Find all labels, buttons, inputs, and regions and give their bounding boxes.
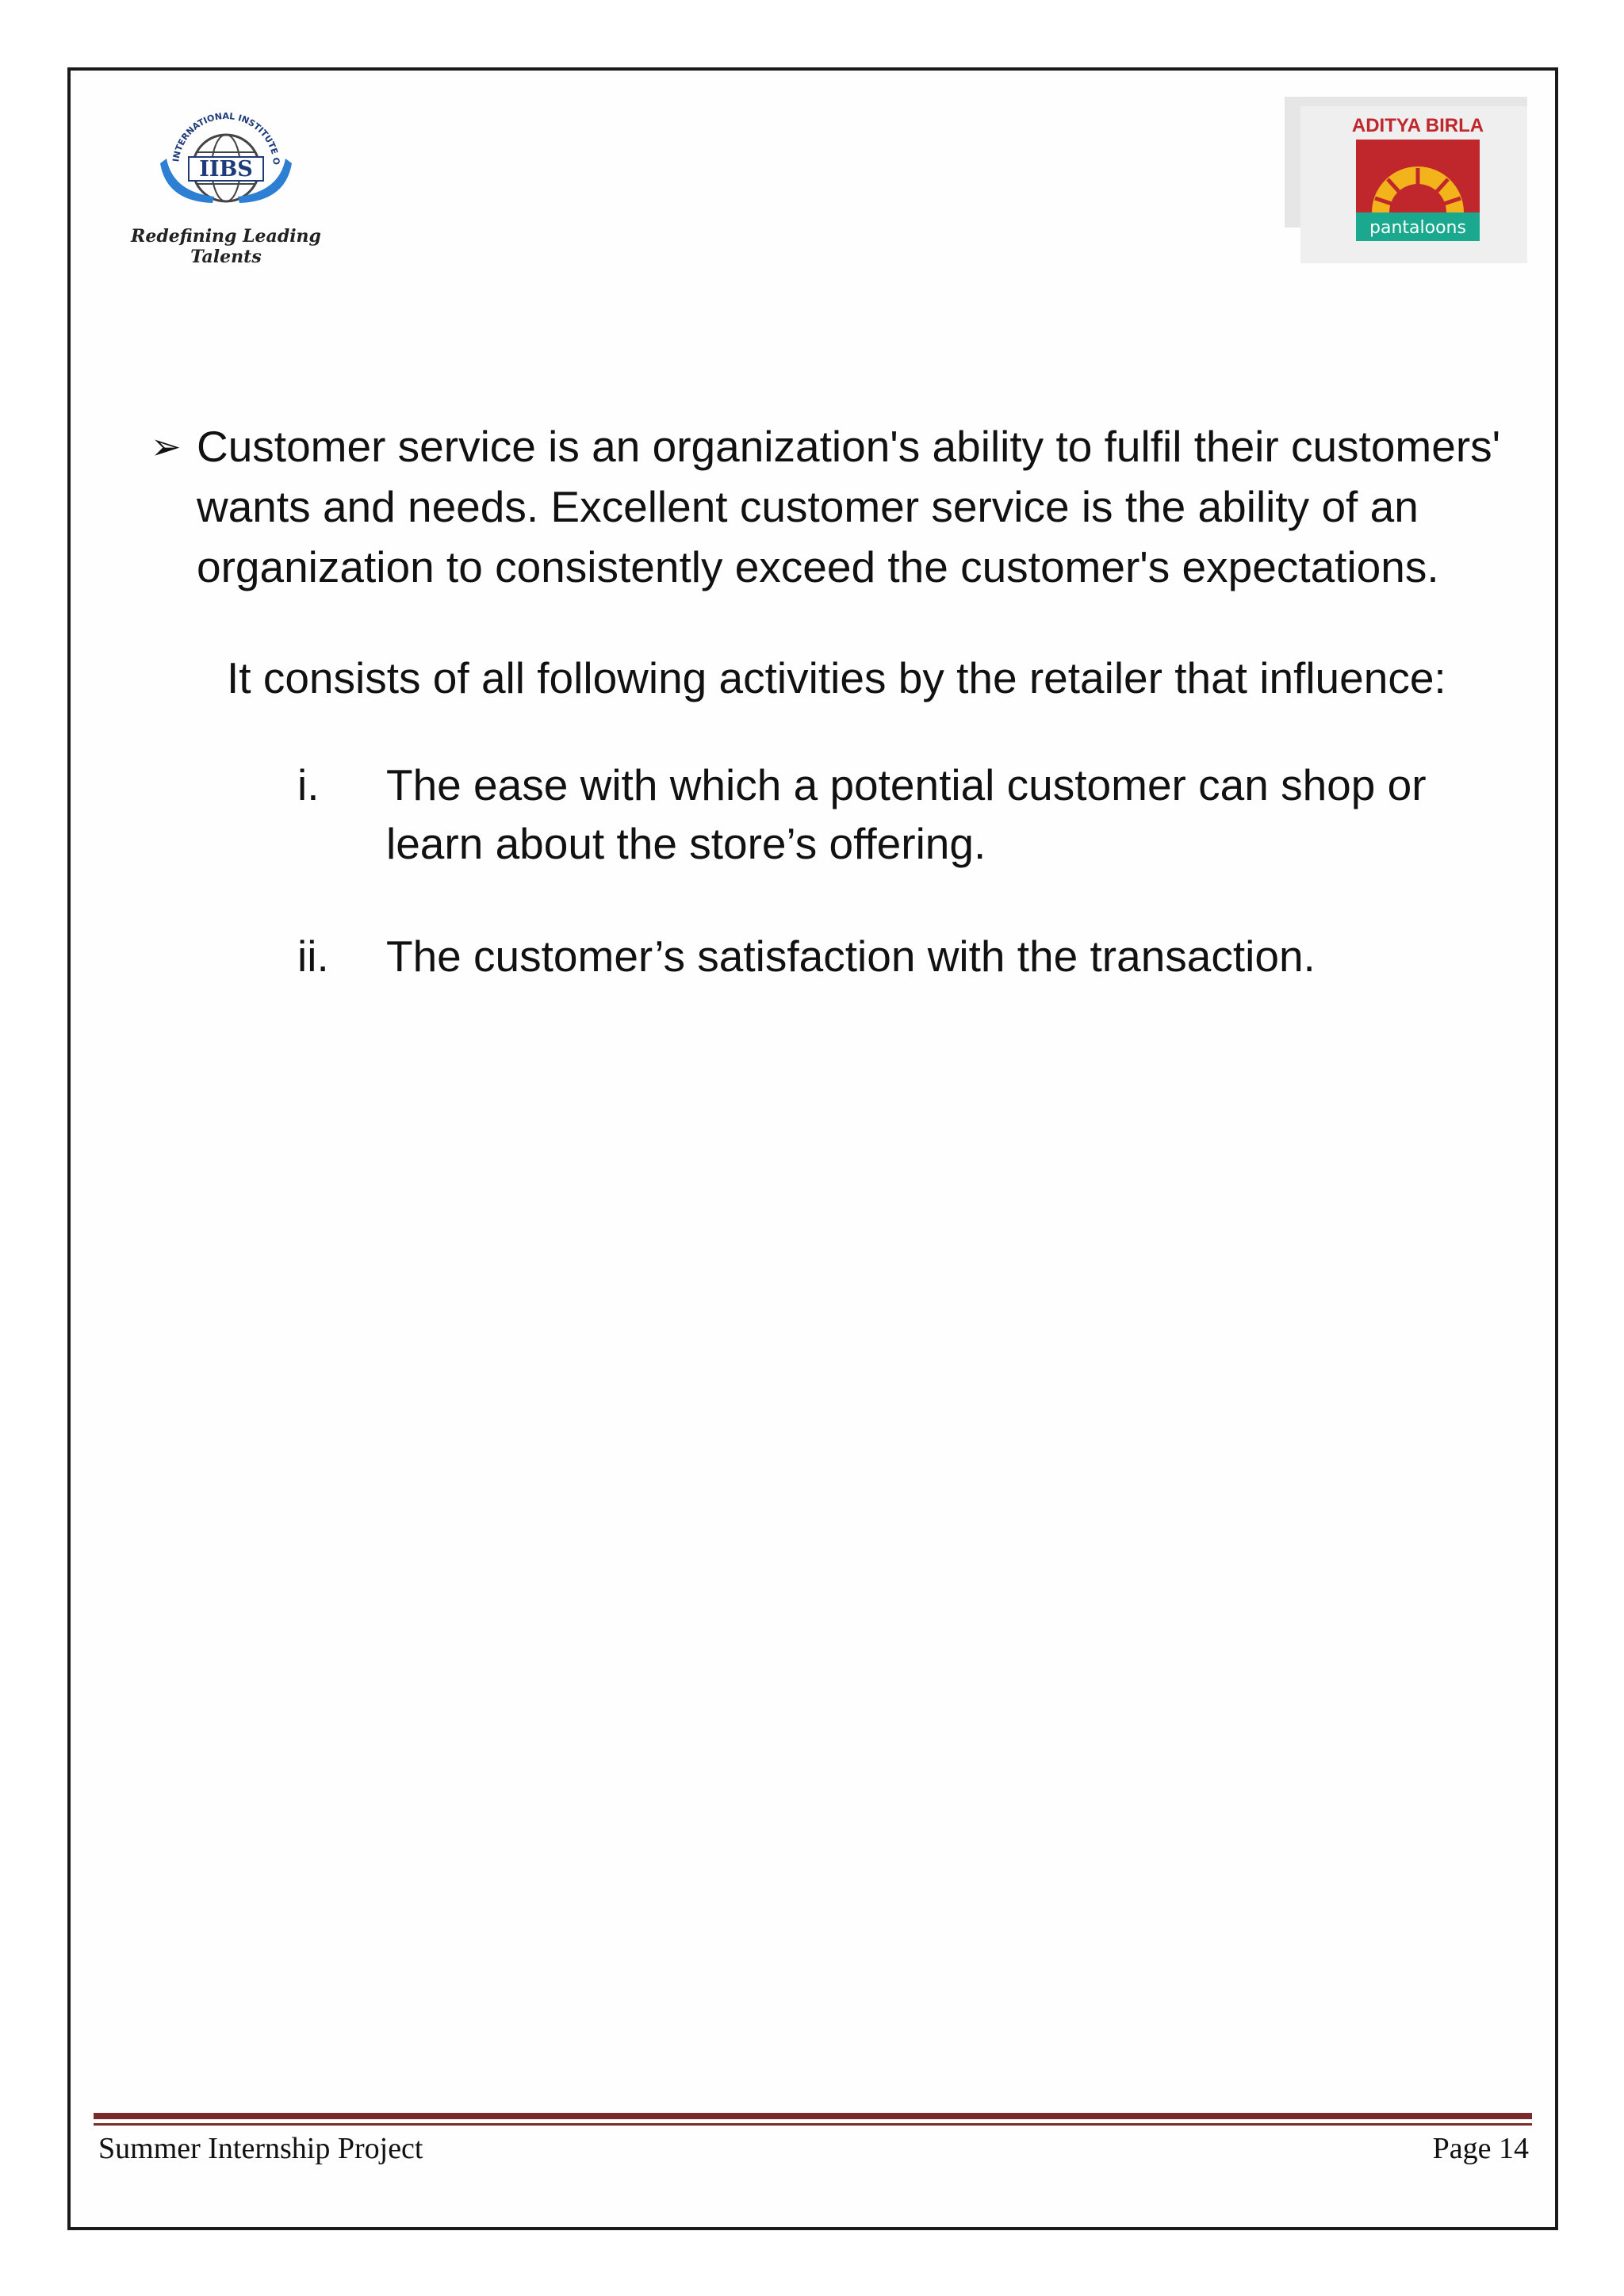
footer-rule-thin [94,2123,1532,2126]
iibs-logo [111,103,341,267]
list-item-text: The customer’s satisfaction with the transaction. [386,932,1316,981]
list-item [151,756,1515,873]
list-item [151,927,1515,985]
bullet-paragraph-text: Customer service is an organization's ability to fulfil their customers' wants and needs. Excellent customer service is the ability of an organization to consistently exceed the customer's expectations. [197,422,1501,591]
svg-text:IIBS: IIBS [199,157,253,182]
page-border [67,67,1558,2230]
svg-text:pantaloons: pantaloons [1369,218,1466,238]
list-marker: ii. [297,932,329,981]
aditya-birla-sun-icon [1285,97,1527,263]
activity-list [151,756,1515,985]
arrowhead-bullet-icon: ➢ [151,425,182,468]
bullet-paragraph [151,416,1515,597]
list-item-text: The ease with which a potential customer can shop or learn about the store’s offering. [386,760,1427,868]
iibs-emblem-icon [111,103,341,222]
list-marker: i. [297,760,320,809]
intro-text: It consists of all following activities by the retailer that influence: [227,653,1446,702]
page-content [151,416,1515,1039]
footer-rule [94,2113,1532,2121]
footer-project-title: Summer Internship Project [98,2132,423,2165]
svg-text:INTERNATIONAL INSTITUTE OF BUS: INTERNATIONAL INSTITUTE O [170,110,282,166]
aditya-birla-pantaloons-logo [1285,97,1527,263]
svg-text:ADITYA BIRLA: ADITYA BIRLA [1351,115,1484,136]
logo-tagline: Redefining Leading Talents [131,226,321,267]
footer-page-number: Page 14 [1432,2132,1529,2165]
